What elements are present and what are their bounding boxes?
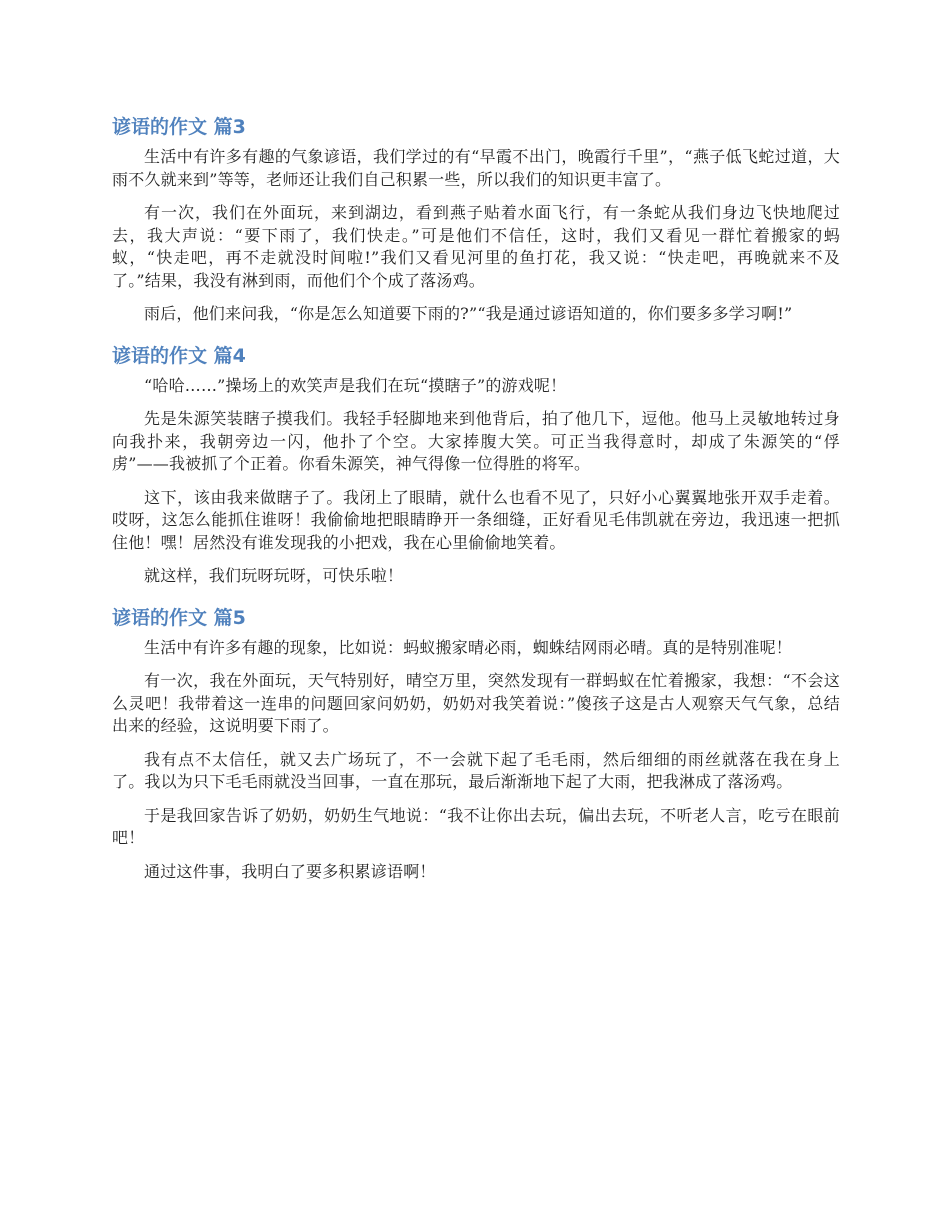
paragraph: 于是我回家告诉了奶奶，奶奶生气地说：“我不让你出去玩，偏出去玩，不听老人言，吃亏在眼前吧！ (112, 805, 840, 847)
section-title: 谚语的作文 篇4 (112, 344, 246, 367)
paragraph: 生活中有许多有趣的现象，比如说：蚂蚁搬家晴必雨，蜘蛛结网雨必晴。真的是特别准呢！ (144, 637, 793, 657)
essay-section-3 (112, 108, 840, 326)
paragraph: 有一次，我在外面玩，天气特别好，晴空万里，突然发现有一群蚂蚁在忙着搬家，我想：“不会这么灵吧！我带着这一连串的问题回家问奶奶，奶奶对我笑着说：”傻孩子这是古人观察天气气象，总结出来的经验，这说明要下雨了。 (112, 671, 840, 735)
paragraph: 我有点不太信任，就又去广场玩了，不一会就下起了毛毛雨，然后细细的雨丝就落在我在身上了。我以为只下毛毛雨就没当回事，一直在那玩，最后渐渐地下起了大雨，把我淋成了落汤鸡。 (112, 749, 840, 791)
paragraph: 这下，该由我来做瞎子了。我闭上了眼睛，就什么也看不见了，只好小心翼翼地张开双手走着。哎呀，这怎么能抓住谁呀！我偷偷地把眼睛睁开一条细缝，正好看见毛伟凯就在旁边，我迅速一把抓住他！嘿！居然没有谁发现我的小把戏，我在心里偷偷地笑着。 (112, 487, 840, 552)
paragraph: 先是朱源笑装瞎子摸我们。我轻手轻脚地来到他背后，拍了他几下，逗他。他马上灵敏地转过身向我扑来，我朝旁边一闪，他扑了个空。大家捧腹大笑。可正当我得意时，却成了朱源笑的“俘虏”——我被抓了个正着。你看朱源笑，神气得像一位得胜的将军。 (112, 409, 840, 473)
essay-section-5 (112, 599, 840, 884)
paragraph: 就这样，我们玩呀玩呀，可快乐啦！ (144, 566, 404, 585)
section-title: 谚语的作文 篇3 (112, 116, 246, 138)
document-page (112, 108, 840, 894)
section-title: 谚语的作文 篇5 (112, 606, 246, 629)
paragraph: “哈哈……”操场上的欢笑声是我们在玩“摸瞎子”的游戏呢！ (144, 375, 567, 395)
paragraph: 生活中有许多有趣的气象谚语，我们学过的有“早霞不出门，晚霞行千里”，“燕子低飞蛇过道，大雨不久就来到”等等，老师还让我们自己积累一些，所以我们的知识更丰富了。 (112, 147, 840, 189)
paragraph: 通过这件事，我明白了要多积累谚语啊！ (144, 861, 436, 881)
paragraph: 有一次，我们在外面玩，来到湖边，看到燕子贴着水面飞行，有一条蛇从我们身边飞快地爬过去，我大声说：“要下雨了，我们快走。”可是他们不信任，这时，我们又看见一群忙着搬家的蚂蚁，“快走吧，再不走就没时间啦!”我们又看见河里的鱼打花，我又说：“快走吧，再晚就来不及了。”结果，我没有淋到雨，而他们个个成了落汤鸡。 (112, 203, 840, 290)
paragraph: 雨后，他们来问我，“你是怎么知道要下雨的?”“我是通过谚语知道的，你们要多多学习啊!” (144, 304, 793, 323)
essay-section-4 (112, 337, 840, 588)
